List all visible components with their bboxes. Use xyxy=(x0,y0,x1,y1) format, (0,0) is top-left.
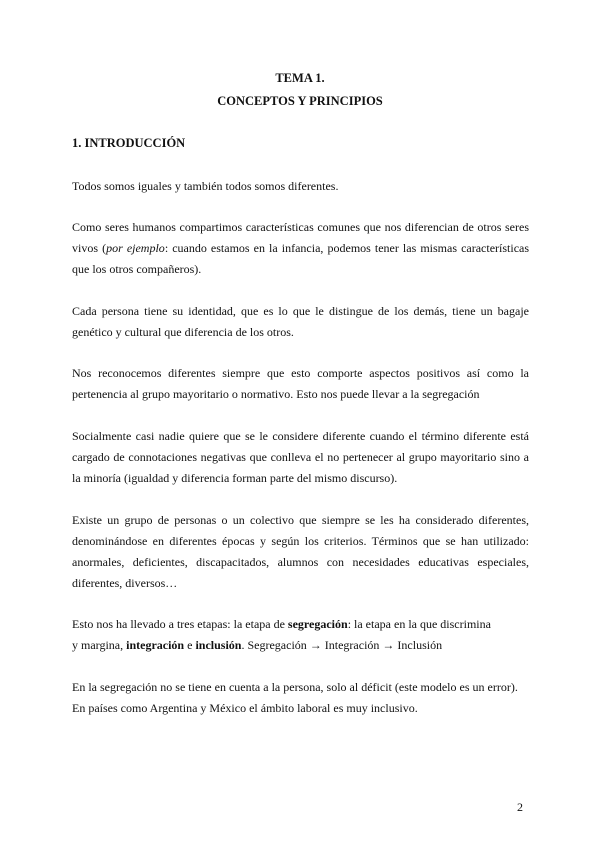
paragraph-8-line-2: En países como Argentina y México el ámbito laboral es muy inclusivo. xyxy=(72,701,418,715)
paragraph-7-text-c: : la etapa en la que discrimina xyxy=(347,617,491,631)
page-number: 2 xyxy=(517,800,523,814)
paragraph-5: Socialmente casi nadie quiere que se le considere diferente cuando el término diferente está cargado de connotaciones negativas que conlleva el no pertenecer al grupo mayoritario sino a la minoría (igualdad y diferencia forman parte del mismo discurso). xyxy=(72,429,529,485)
paragraph-2 xyxy=(72,217,529,280)
term-segregacion: segregación xyxy=(287,617,348,631)
paragraph-4: Nos reconocemos diferentes siempre que esto comporte aspectos positivos así como la pertenencia al grupo mayoritario o normativo. Esto nos puede llevar a la segregación xyxy=(72,366,529,401)
document-subtitle: CONCEPTOS Y PRINCIPIOS xyxy=(217,94,383,108)
paragraph-3: Cada persona tiene su identidad, que es lo que le distingue de los demás, tiene un bagaje genético y cultural que diferencia de los otros. xyxy=(72,304,529,339)
paragraph-7-text-f: . Segregación → Integración → Inclusión xyxy=(241,638,443,652)
paragraph-2-text-b: : cuando estamos en la infancia, podemos tener las mismas características que los otros compañeros). xyxy=(72,241,530,276)
paragraph-2-text-a: Como seres humanos compartimos características comunes que nos diferencian de otros seres vivos ( xyxy=(72,220,529,255)
paragraph-8-line-1: En la segregación no se tiene en cuenta a la persona, solo al déficit (este modelo es un error). xyxy=(72,680,518,694)
paragraph-2-emphasis: por ejemplo xyxy=(106,241,165,255)
document-title: TEMA 1. xyxy=(275,71,325,85)
term-inclusion: inclusión xyxy=(195,638,242,652)
section-heading: 1. INTRODUCCIÓN xyxy=(72,136,186,150)
paragraph-7-text-d: y margina, xyxy=(72,638,127,652)
paragraph-7 xyxy=(72,614,529,656)
paragraph-7-text-e: e xyxy=(184,638,196,652)
term-integracion: integración xyxy=(126,638,185,652)
paragraph-1: Todos somos iguales y también todos somos diferentes. xyxy=(72,179,339,193)
paragraph-7-text-a: Esto nos ha llevado a tres etapas: la etapa de xyxy=(72,617,288,631)
paragraph-8 xyxy=(72,677,529,719)
paragraph-6: Existe un grupo de personas o un colectivo que siempre se les ha considerado diferentes, denominándose en diferentes épocas y según los criterios. Términos que se han utilizado: anormales, deficientes, discapacitados, alumnos con necesidades educativas especiales, diferentes, diversos… xyxy=(72,513,529,590)
